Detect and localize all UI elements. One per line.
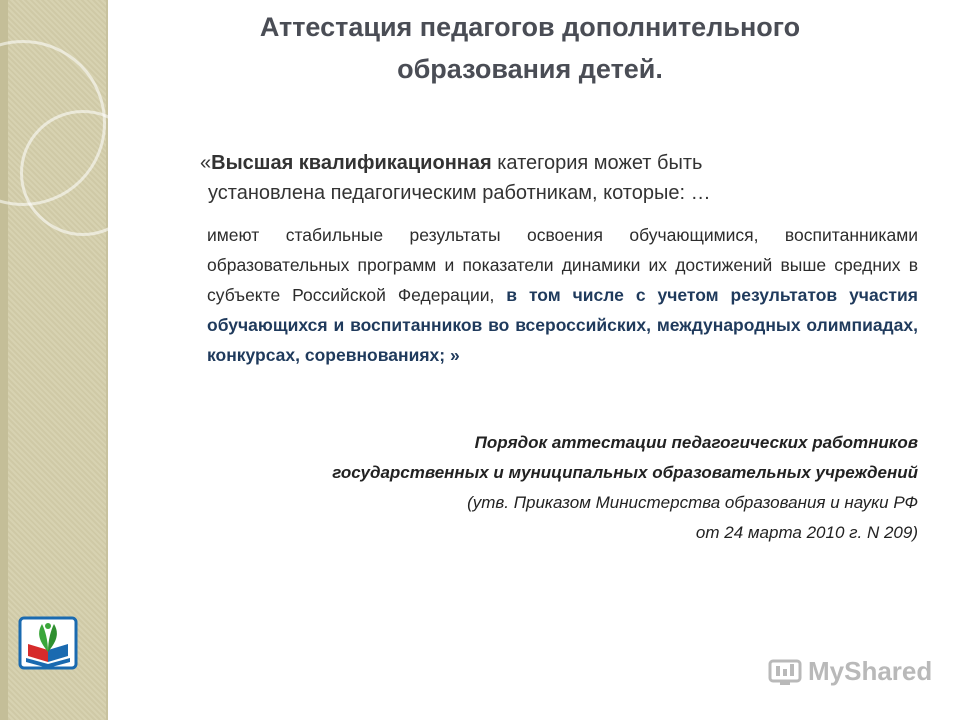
intro-line-2: установлена педагогическим работникам, которые: … <box>208 182 711 204</box>
watermark-text: MyShared <box>808 656 933 686</box>
source-line-3: (утв. Приказом Министерства образования и науки РФ <box>467 493 918 512</box>
criteria-normal-text: имеют стабильные результаты освоения обучающимися, воспитанниками образовательных программ и показатели динамики их достижений выше средних в субъекте Российской Федерации, <box>207 225 918 305</box>
source-line-1: Порядок аттестации педагогических работников <box>474 433 918 452</box>
myshared-watermark <box>768 656 932 687</box>
intro-line-1 <box>200 148 920 178</box>
title-line-1: Аттестация педагогов дополнительного <box>259 12 801 42</box>
intro-line-1-rest: категория может быть <box>491 152 703 174</box>
myshared-logo-icon <box>768 657 802 687</box>
intro-bold-phrase: Высшая квалификационная <box>211 152 492 174</box>
union-book-logo-icon <box>18 612 78 672</box>
slide-title <box>130 6 930 90</box>
source-line-4: от 24 марта 2010 г. N 209) <box>695 523 918 542</box>
open-quote: « <box>200 152 212 174</box>
source-line-2: государственных и муниципальных образовательных учреждений <box>332 463 918 482</box>
criteria-highlight-text: в том числе с учетом результатов участия обучающихся и воспитанников во всероссийских, международных олимпиадах, конкурсах, соревнованиях; » <box>207 285 918 365</box>
source-citation <box>140 428 918 548</box>
criteria-paragraph <box>207 220 918 370</box>
decorative-ring-small <box>20 110 146 236</box>
decorative-sidebar <box>0 0 108 720</box>
title-line-2: образования детей. <box>397 54 663 84</box>
intro-text <box>200 148 920 208</box>
